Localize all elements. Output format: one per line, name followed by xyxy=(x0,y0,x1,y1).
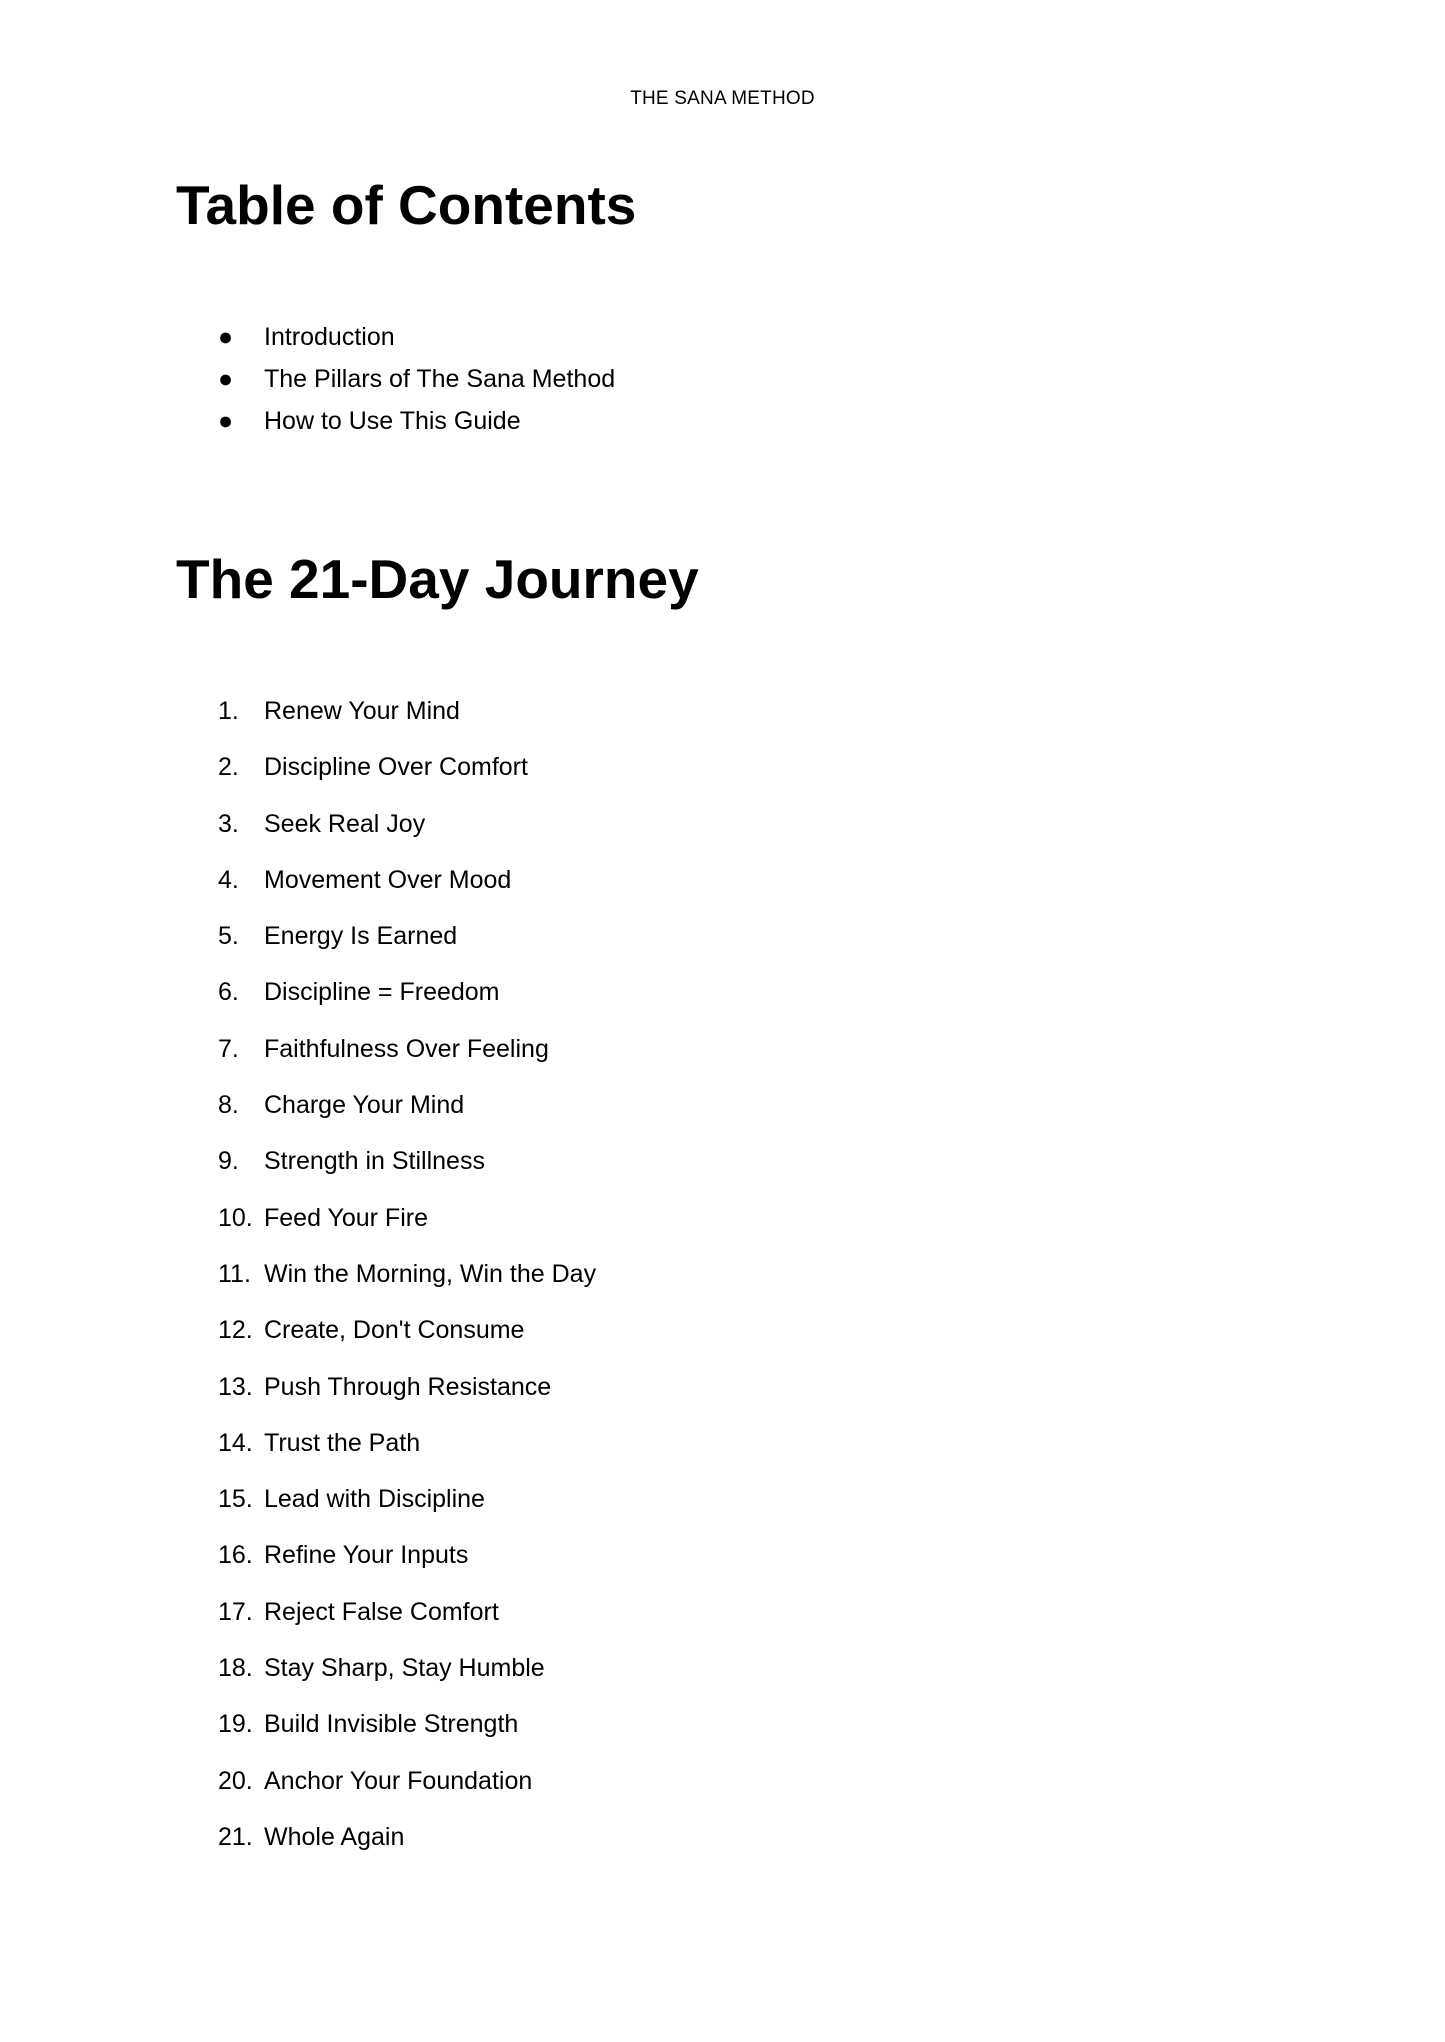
journey-item-label: Trust the Path xyxy=(264,1428,421,1457)
journey-item-label: Create, Don't Consume xyxy=(264,1316,525,1345)
journey-item-label: Faithfulness Over Feeling xyxy=(264,1034,549,1063)
bullet-icon: ● xyxy=(218,365,234,393)
item-number: 7. xyxy=(218,1034,239,1063)
journey-item-label: Anchor Your Foundation xyxy=(264,1766,533,1795)
item-number: 5. xyxy=(218,922,239,951)
toc-item-label: The Pillars of The Sana Method xyxy=(264,365,616,393)
item-number: 3. xyxy=(218,809,239,838)
journey-item-label: Charge Your Mind xyxy=(264,1091,465,1120)
item-number: 10. xyxy=(218,1203,253,1232)
item-number: 4. xyxy=(218,865,239,894)
page-header: THE SANA METHOD xyxy=(630,88,815,109)
item-number: 21. xyxy=(218,1822,253,1851)
bullet-icon: ● xyxy=(218,407,234,435)
item-number: 8. xyxy=(218,1091,239,1120)
journey-item-label: Refine Your Inputs xyxy=(264,1541,469,1570)
item-number: 13. xyxy=(218,1372,253,1401)
journey-item-label: Stay Sharp, Stay Humble xyxy=(264,1654,545,1683)
item-number: 14. xyxy=(218,1428,253,1457)
journey-item-label: Seek Real Joy xyxy=(264,809,426,838)
journey-item-label: Movement Over Mood xyxy=(264,865,512,894)
journey-item-label: Whole Again xyxy=(264,1822,405,1851)
journey-item-label: Discipline Over Comfort xyxy=(264,753,528,782)
item-number: 20. xyxy=(218,1766,253,1795)
journey-item-label: Renew Your Mind xyxy=(264,697,460,725)
item-number: 17. xyxy=(218,1597,253,1626)
item-number: 1. xyxy=(218,697,239,725)
toc-item-label: Introduction xyxy=(264,323,395,351)
item-number: 2. xyxy=(218,753,239,782)
journey-item-label: Feed Your Fire xyxy=(264,1203,428,1232)
journey-item-label: Discipline = Freedom xyxy=(264,978,500,1007)
toc-item-label: How to Use This Guide xyxy=(264,407,521,435)
item-number: 11. xyxy=(218,1259,251,1288)
journey-heading: The 21-Day Journey xyxy=(176,548,699,610)
item-number: 12. xyxy=(218,1316,253,1345)
item-number: 6. xyxy=(218,978,239,1007)
bullet-icon: ● xyxy=(218,323,234,351)
item-number: 9. xyxy=(218,1147,239,1176)
journey-item-label: Energy Is Earned xyxy=(264,922,458,951)
journey-item-label: Reject False Comfort xyxy=(264,1597,499,1626)
journey-item-label: Win the Morning, Win the Day xyxy=(264,1259,597,1288)
toc-heading: Table of Contents xyxy=(176,174,637,236)
journey-item-label: Strength in Stillness xyxy=(264,1147,485,1176)
item-number: 15. xyxy=(218,1485,253,1514)
item-number: 19. xyxy=(218,1710,253,1739)
item-number: 18. xyxy=(218,1654,253,1683)
journey-item-label: Push Through Resistance xyxy=(264,1372,552,1401)
item-number: 16. xyxy=(218,1541,253,1570)
journey-item-label: Build Invisible Strength xyxy=(264,1710,519,1739)
journey-item-label: Lead with Discipline xyxy=(264,1485,485,1514)
